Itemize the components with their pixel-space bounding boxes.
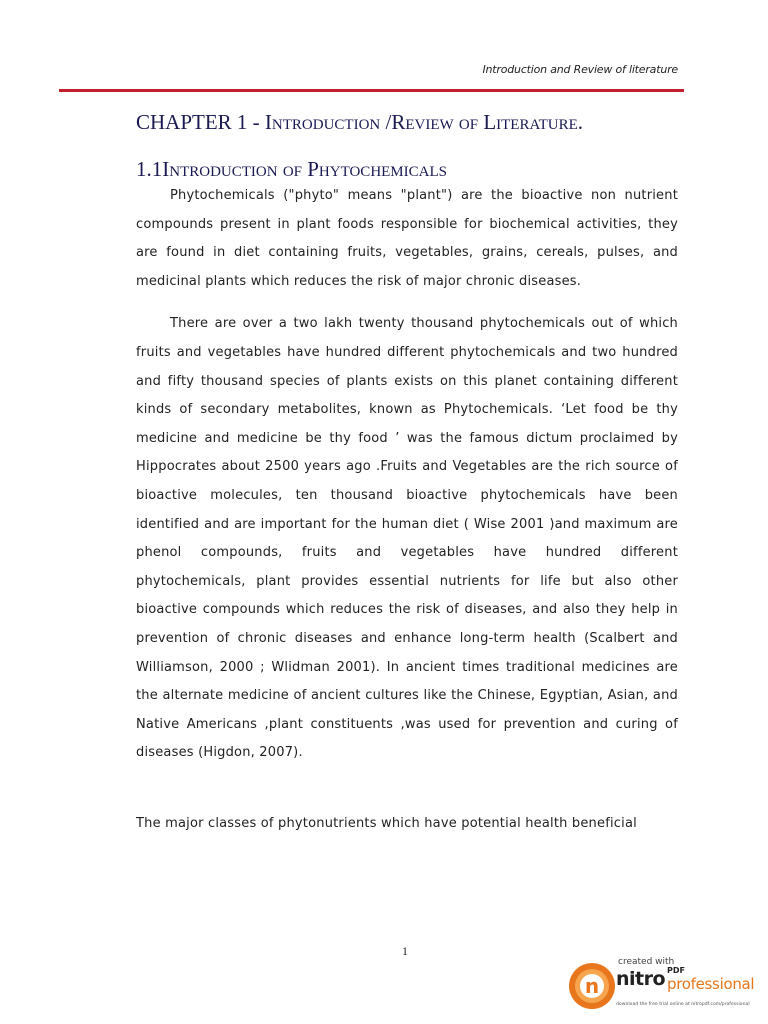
nitro-logo-icon [568,962,616,1010]
badge-brand: nitro [616,968,666,990]
page-number: 1 [402,944,408,958]
badge-trial-link[interactable]: download the free trial online at nitropdf.com/professional [616,1002,750,1007]
running-header: Introduction and Review of literature [482,63,678,76]
header-rule [59,89,684,92]
chapter-title: CHAPTER 1 - Introduction /Review of Literature. [136,110,584,134]
badge-created-with: created with [618,957,675,967]
section-title: 1.1Introduction of Phytochemicals [136,157,447,181]
badge-logo-letter: n [584,974,600,998]
paragraph-major-classes: The major classes of phytonutrients which have potential health beneficial [136,815,637,831]
nitro-pdf-badge [568,952,764,1016]
badge-edition: professional [667,975,755,993]
badge-pdf: PDF [667,966,685,975]
paragraph-intro: Phytochemicals ("phyto" means "plant") are the bioactive non nutrient compounds present in plant foods responsible for biochemical activities, they are found in diet containing fruits, vegetables, grains, cereals, pulses, and medicinal plants which reduces the risk of major chronic diseases. [136,188,678,289]
body-text [136,182,678,838]
paragraph-phytochemicals-count: There are over a two lakh twenty thousand phytochemicals out of which fruits and vegetables have hundred different phytochemicals and two hundred and fifty thousand species of plants exists on this planet containing different kinds of secondary metabolites, known as Phytochemicals. ‘Let food be thy medicine and medicine be thy food ’ was the famous dictum proclaimed by Hippocrates about 2500 years ago .Fruits and Vegetables are the rich source of bioactive molecules, ten thousand bioactive phytochemicals have been identified and are important for the human diet ( Wise 2001 )and maximum are phenol compounds, fruits and vegetables have hundred different phytochemicals, plant provides essential nutrients for life but also other bioactive compounds which reduces the risk of diseases, and also they help in prevention of chronic diseases and enhance long-term health (Scalbert and Williamson, 2000 ; Wlidman 2001). In ancient times traditional medicines are the alternate medicine of ancient cultures like the Chinese, Egyptian, Asian, and Native Americans ,plant constituents ,was used for prevention and curing of diseases (Higdon, 2007). [136,316,678,761]
